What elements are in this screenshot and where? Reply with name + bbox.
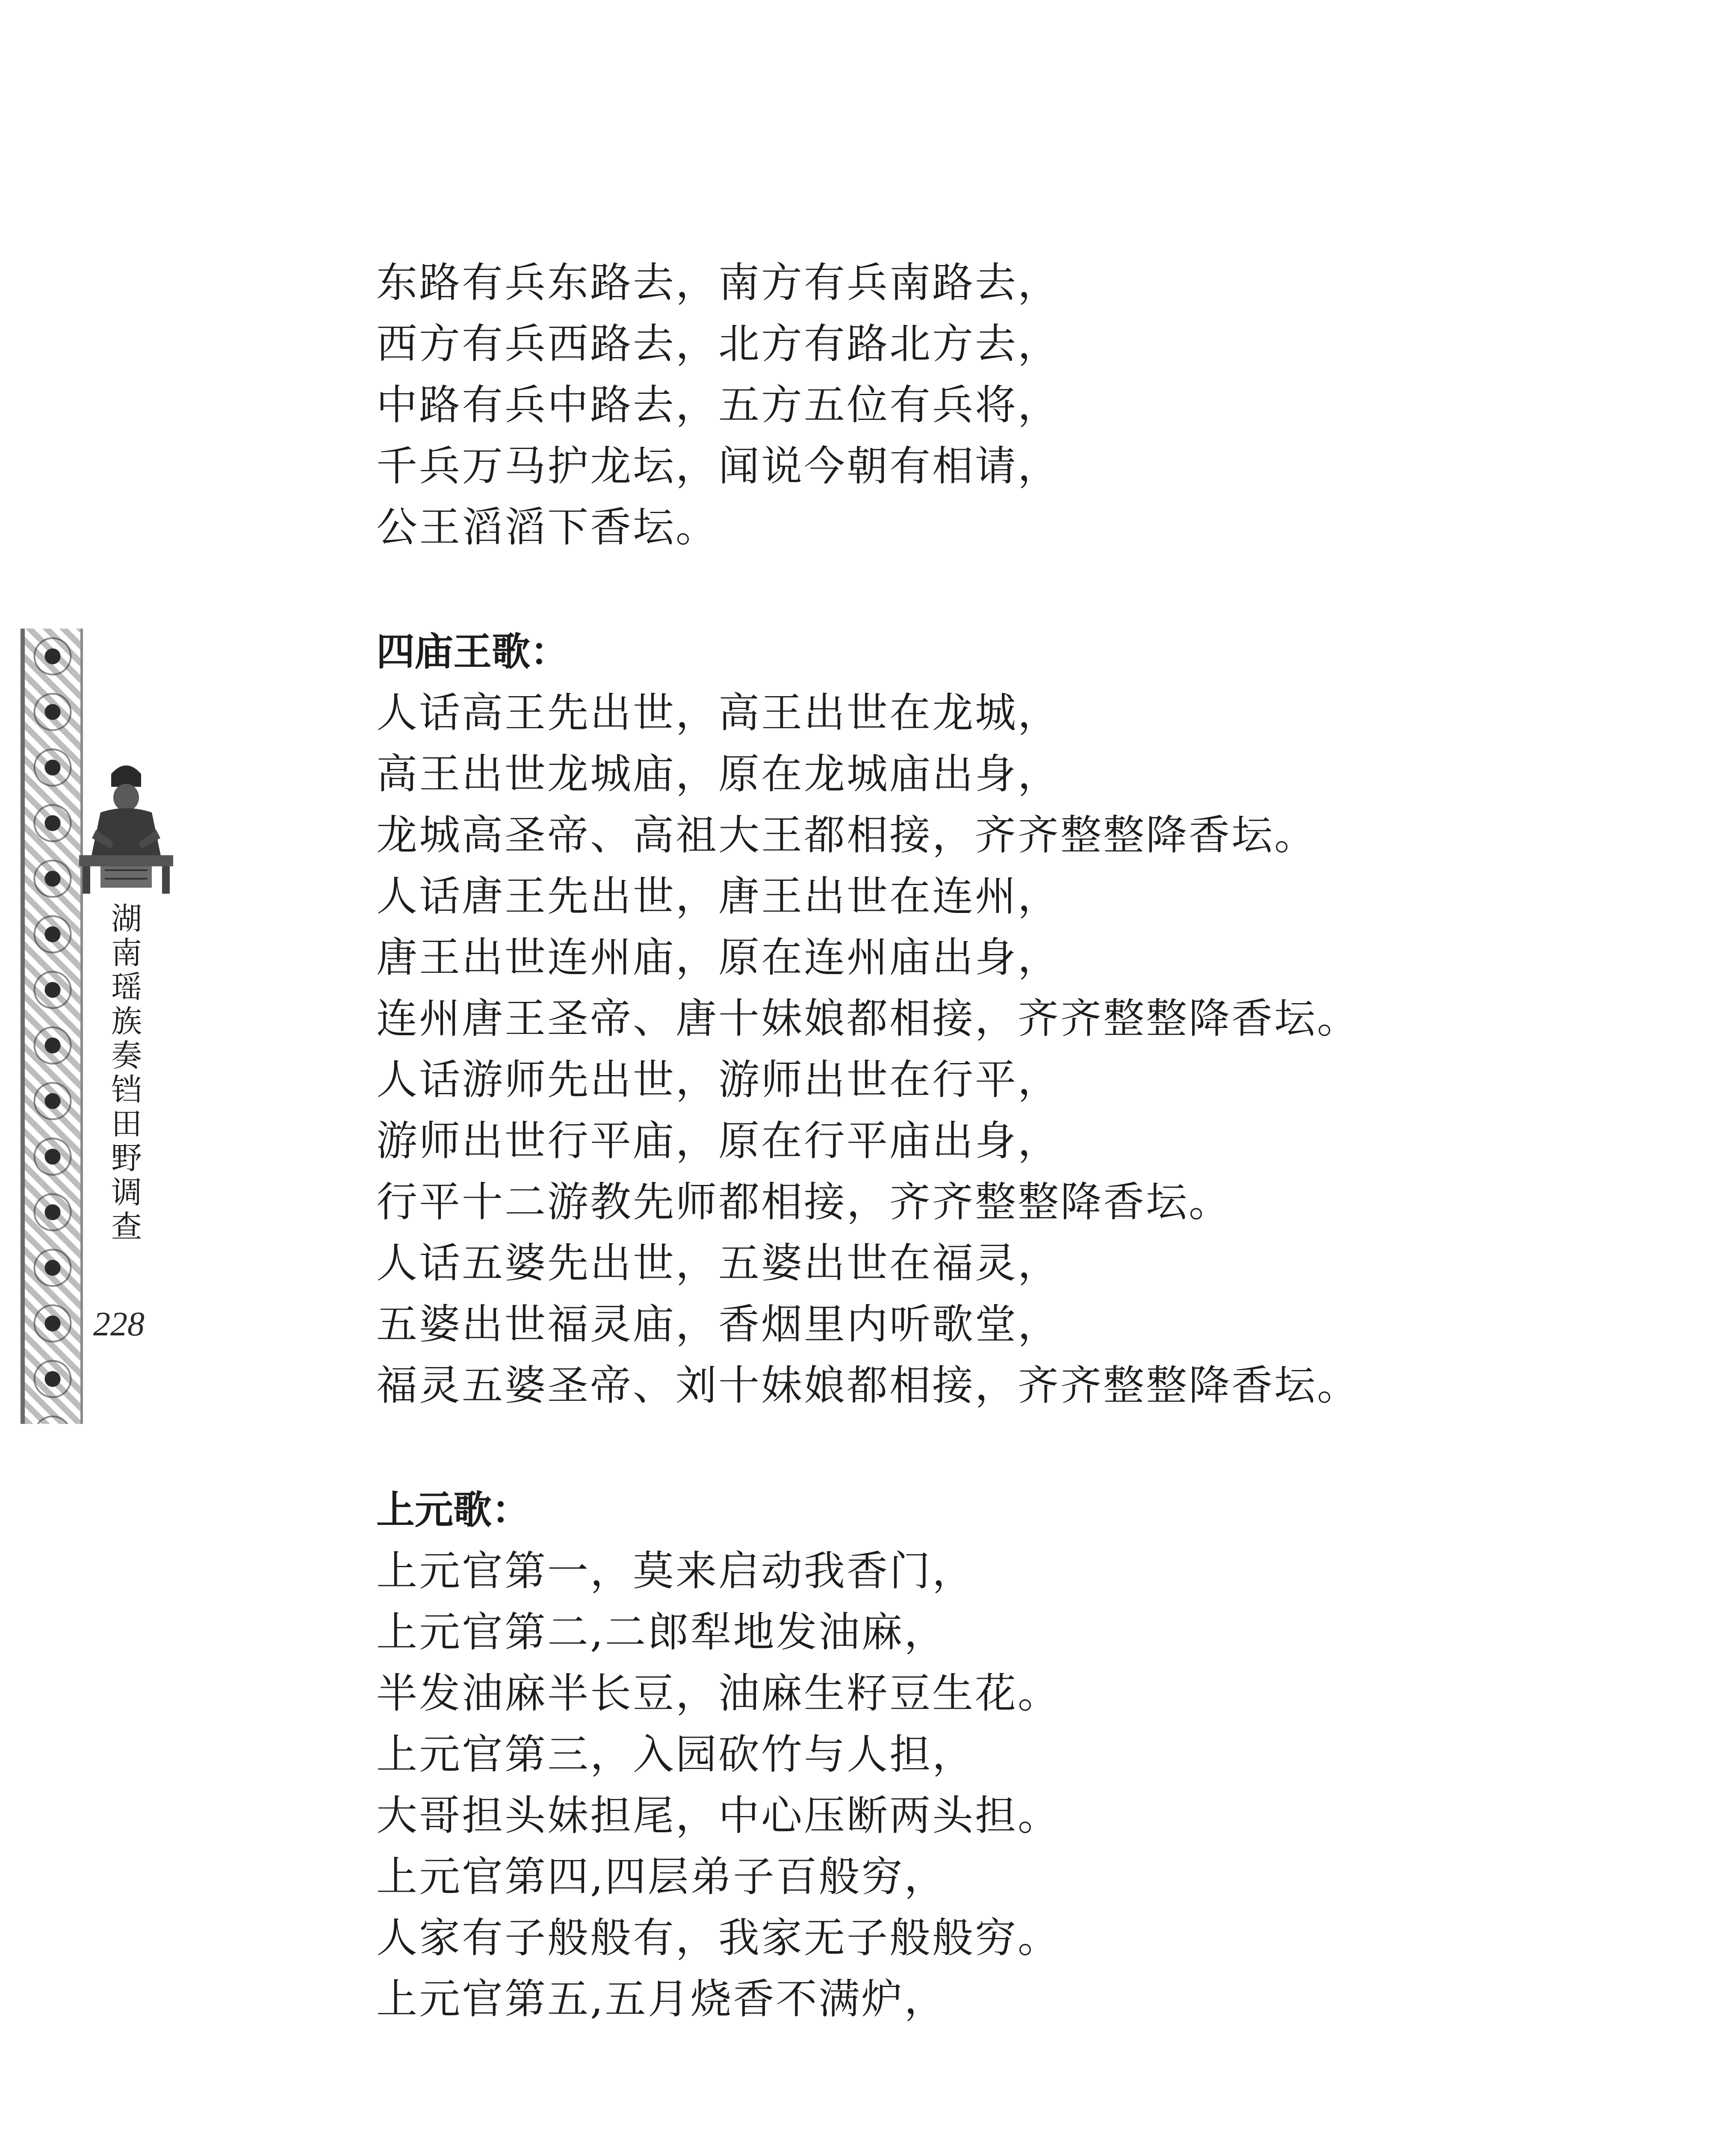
verse-line: 千兵万马护龙坛，闻说今朝有相请， (376, 442, 1060, 490)
verse-line: 中路有兵中路去，五方五位有兵将， (376, 381, 1060, 429)
verse-line: 西方有兵西路去，北方有路北方去， (376, 320, 1060, 368)
verse-line: 上元官第四,四层弟子百般穷， (376, 1853, 947, 1901)
verse-line: 人话游师先出世，游师出世在行平， (376, 1056, 1060, 1104)
book-title-vertical: 湖南瑶族奏铛田野调查 (106, 902, 142, 1244)
page-body (376, 252, 1616, 2030)
verse-line: 大哥担头妹担尾，中心压断两头担。 (376, 1792, 1060, 1840)
section-heading: 四庙王歌： (376, 629, 569, 674)
verse-line: 东路有兵东路去，南方有兵南路去， (376, 259, 1060, 307)
verse-line: 人话五婆先出世，五婆出世在福灵， (376, 1239, 1060, 1287)
decorative-border-band (21, 629, 83, 1424)
verse-line: 游师出世行平庙，原在行平庙出身， (376, 1117, 1060, 1165)
verse-line: 福灵五婆圣帝、刘十妹娘都相接，齐齐整整降香坛。 (376, 1361, 1360, 1409)
section-heading: 上元歌： (376, 1488, 530, 1533)
section-shangyuan-song (376, 1479, 1616, 2030)
verse-line: 人话唐王先出世，唐王出世在连州， (376, 872, 1060, 920)
verse-line: 连州唐王圣帝、唐十妹娘都相接，齐齐整整降香坛。 (376, 995, 1360, 1042)
page-number: 228 (93, 1305, 145, 1343)
section-four-temple-kings-song (376, 621, 1616, 1416)
seated-deity-figure-image (71, 757, 182, 898)
verse-line: 上元官第二,二郎犁地发油麻， (376, 1608, 947, 1656)
verse-line: 公王滔滔下香坛。 (376, 503, 718, 551)
verse-line: 唐王出世连州庙，原在连州庙出身， (376, 933, 1060, 981)
verse-line: 高王出世龙城庙，原在龙城庙出身， (376, 750, 1060, 798)
verse-line: 半发油麻半长豆，油麻生籽豆生花。 (376, 1669, 1060, 1717)
verse-line: 龙城高圣帝、高祖大王都相接，齐齐整整降香坛。 (376, 811, 1317, 859)
verse-line: 行平十二游教先师都相接，齐齐整整降香坛。 (376, 1178, 1231, 1226)
verse-line: 人家有子般般有，我家无子般般穷。 (376, 1914, 1060, 1962)
verse-line: 上元官第三，入园砍竹与人担， (376, 1730, 975, 1778)
verse-line: 五婆出世福灵庙，香烟里内听歌堂， (376, 1300, 1060, 1348)
verse-line: 人话高王先出世，高王出世在龙城， (376, 689, 1060, 737)
verse-line: 上元官第一，莫来启动我香门， (376, 1547, 975, 1595)
verse-line: 上元官第五,五月烧香不满炉， (376, 1975, 947, 2023)
section-verses-intro (376, 252, 1616, 558)
